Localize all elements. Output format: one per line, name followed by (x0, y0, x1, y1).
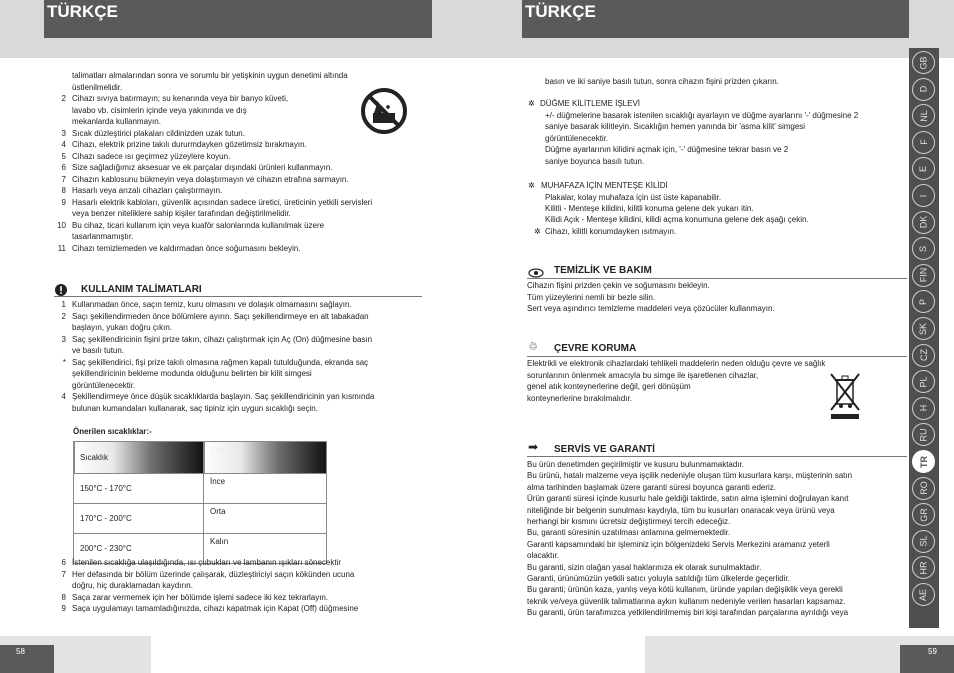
list-item-text: Cihazı temizlemeden ve kaldırmadan önce soğumasını bekleyin. (72, 243, 301, 253)
text-line: Bu, garanti süresinin uzatılması anlamına gelmemektedir. (527, 528, 731, 538)
language-tab-label: AE (918, 588, 929, 601)
text-line: Tüm yüzeylerini nemli bir bezle silin. (527, 292, 656, 302)
list-item-text: Saçı şekillendirmeden önce bölümlere ayırın. Saçı şekillendirmeye en alt tabakadan (72, 311, 369, 321)
hinge-section-title: MUHAFAZA İÇİN MENTEŞE KİLİDİ (541, 181, 668, 190)
service-section-title: SERVİS VE GARANTİ (554, 444, 655, 455)
list-item-number: 3 (61, 334, 66, 344)
text-line: Bu garanti, ürün tarafımızca yetkilendirilmemiş biri kişi tarafından parçalarına ayrıldığı veya (527, 608, 849, 618)
language-tab-label: GR (918, 507, 929, 522)
list-item-number: 1 (61, 300, 66, 309)
list-item-text: şekillendiricinin bekleme modunda olduğunu belirten bir kilit simgesi (72, 369, 312, 378)
list-item-text: Cihazı sadece ısı geçirmez yüzeylere koyun. (72, 151, 231, 161)
list-item-number: 6 (61, 558, 66, 567)
text-line: Sert veya aşındırıcı temizleme maddeleri veya çözücüler kullanmayın. (527, 304, 775, 314)
col-header-hair: Saç tipi (204, 442, 327, 474)
text-line: Ürün garanti süresi içinde kusurlu hale geldiği taktirde, satın alma işlemini doğrulayan kanıt (527, 494, 849, 504)
no-water-icon (360, 87, 408, 135)
lock-icon: ✲ (528, 99, 535, 108)
language-tab-label: SK (918, 322, 929, 335)
text-line: görüntülenecektir. (545, 133, 609, 143)
text-line: saniye boyunca basılı tutun. (545, 156, 645, 166)
language-tab-gb[interactable] (912, 51, 935, 74)
text-line: alma tarihinden başlamak üzere garanti süresi boyunca garanti ederiz. (527, 482, 777, 492)
text-line: Kilidi Açık - Menteşe kilidini, kilidi açma konumuna gelene dek aşağı çekin. (545, 215, 809, 225)
list-item-text: tasarlanmamıştır. (72, 232, 134, 241)
language-tab-sl[interactable] (912, 530, 935, 553)
list-item-number: * (62, 357, 66, 367)
list-item-text: doğru, hiç duraklamadan kaydırın. (72, 581, 193, 590)
text-line: Bu garanti, sizin olağan yasal haklarınıza ek olarak sunulmaktadır. (527, 562, 762, 572)
language-tab-sk[interactable] (912, 317, 935, 340)
hair-cell: İnce (204, 474, 327, 504)
list-item-number: 7 (61, 569, 66, 579)
temp-cell: 200°C - 230°C (74, 534, 204, 564)
temp-cell: 170°C - 200°C (74, 504, 204, 534)
temps-label: Önerilen sıcaklıklar:- (73, 427, 152, 436)
table-row (74, 474, 327, 504)
table-row (74, 504, 327, 534)
list-item-text: bulunan kumandaları kullanarak, saç tipiniz için uygun sıcaklığı seçin. (72, 403, 318, 413)
env-section-title: ÇEVRE KORUMA (554, 343, 637, 354)
right-header-title: TÜRKÇE (522, 0, 909, 38)
text-line: teknik ve/veya güvenlik talimatlarına aykırı kullanım nedeniyle verilen hasarları kapsamaz. (527, 596, 846, 606)
language-tab-ae[interactable] (912, 583, 935, 606)
text-line: Kilitli - Menteşe kilidini, kilitli konuma gelene dek yukarı itin. (545, 204, 754, 214)
text-line: herhangi bir kısmını ücretsiz değiştirmeyi tercih edeceğiz. (527, 517, 731, 526)
page-number-left: 58 (0, 645, 54, 673)
hair-cell: Orta (204, 504, 327, 534)
list-item-text: Saça zarar vermemek için her bölümde işlemi sadece iki kez tekrarlayın. (72, 592, 329, 602)
list-item-text: Her defasında bir bölüm üzerinde çalışarak, düzleştiriciyi saçın kökünden ucuna (72, 569, 355, 579)
hair-cell: Kalın (204, 534, 327, 564)
temp-cell: 150°C - 170°C (74, 474, 204, 504)
arrow-icon: ➡ (528, 440, 539, 454)
list-item-number: 4 (61, 140, 66, 149)
language-tab-cz[interactable] (912, 344, 935, 367)
text-line: Cihazın fişini prizden çekin ve soğumasını bekleyin. (527, 281, 710, 290)
language-tab-label: RO (918, 481, 929, 495)
list-item-text: başlayın, yukarı doğru çıkın. (72, 323, 173, 332)
crossed-bin-icon (825, 370, 865, 420)
list-item-number: 4 (61, 392, 66, 401)
language-tab-label: HR (918, 561, 929, 575)
language-tab-f[interactable] (912, 131, 935, 154)
recycle-icon: ♲ (528, 341, 538, 353)
language-tab-d[interactable] (912, 78, 935, 101)
cleaning-section-title: TEMİZLİK VE BAKIM (554, 265, 652, 276)
text-line: saniye basarak kilitleyin. Sıcaklığın hemen yanında bir 'asma kilit' simgesi (545, 122, 806, 132)
text-line: olacaktır. (527, 551, 560, 561)
list-item-number: 8 (61, 186, 66, 195)
language-tab-label: DK (918, 215, 929, 229)
list-item-text: İstenilen sıcaklığa ulaşıldığında, ısı çubukları ve lambanın ışıkları sönecektir (72, 558, 342, 567)
list-item-text: talimatları almalarından sonra ve sorumlu bir yetişkinin uygun denetimi altında (72, 71, 348, 80)
list-item-text: Hasarlı veya arızalı cihazları çalıştırmayın. (72, 186, 223, 195)
text-line: +/- düğmelerine basarak istenilen sıcaklığı ayarlayın ve düğme ayarlarını '-' düğmesine 2 (545, 111, 859, 120)
list-item-text: Saç şekillendirici, fişi prize takılı olmasına rağmen kapalı tutulduğunda, ekranda saç (72, 357, 369, 367)
text-line: Bu garanti; ürünün kaza, yanlış veya kötü kullanım, üründe yapılan değişiklik veya gerekli (527, 585, 843, 595)
list-item-number: 5 (61, 151, 66, 161)
list-item-text: mekanlarda kullanmayın. (72, 117, 161, 126)
text-line: Düğme ayarlarının kilidini açmak için, '-' düğmesine tekrar basın ve 2 (545, 145, 789, 155)
language-tab-label: I (918, 194, 929, 197)
list-item-text: ve basılı tutun. (72, 346, 125, 355)
text-line: Bu ürünü, hatalı malzeme veya işçilik nedeniyle oluşan tüm kusurlara karşı, müşterinin satın (527, 471, 853, 481)
list-item-number: 6 (61, 163, 66, 172)
hinge-note-icon: ✲ (534, 227, 541, 236)
right-top-line: basın ve iki saniye basılı tutun, sonra cihazın fişini prizden çıkarın. (545, 77, 779, 86)
list-item-number: 9 (61, 604, 66, 613)
text-line: Elektrikli ve elektronik cihazlardaki tehlikeli maddelerin neden olduğu çevre ve sağlık (527, 359, 826, 368)
page-number-right: 59 (900, 645, 954, 673)
language-tab-label: E (918, 165, 929, 172)
language-tab-label: RU (918, 428, 929, 442)
language-tab-ro[interactable] (912, 477, 935, 500)
language-tab-label: SL (918, 535, 929, 547)
list-item-text: lavabo vb. cisimlerin içinde veya yakınında ve dış (72, 105, 247, 115)
language-tab-label: PL (918, 376, 929, 388)
list-item-text: Cihazın kablosunu bükmeyin veya dolaştırmayın ve cihazın etrafına sarmayın. (72, 174, 349, 184)
service-divider (527, 456, 907, 457)
text-line: Plakalar, kolay muhafaza için üst üste kapanabilir. (545, 193, 722, 202)
language-tab-label: CZ (918, 349, 929, 362)
list-item-number: 9 (61, 197, 66, 207)
list-item-text: görüntülenecektir. (72, 380, 136, 390)
language-tab-tr[interactable] (912, 450, 935, 473)
list-item-text: Saça uygulamayı tamamladığınızda, cihazı kapatmak için Kapat (Off) düğmesine (72, 604, 359, 613)
text-line: niteliğinde bir belgenin sunulması kaydıyla, tüm bu kusurları onaracak veya ürünü veya (527, 505, 835, 515)
list-item-text: Cihazı, elektrik prizine takılı dururmdayken gözetimsiz bırakmayın. (72, 140, 307, 149)
left-header-title: TÜRKÇE (44, 0, 432, 38)
text-line: genel atık konteynerlerine değil, geri dönüşüm (527, 382, 691, 391)
cleaning-divider (527, 278, 907, 279)
lock-section-title: DÜĞME KİLİTLEME İŞLEVİ (540, 99, 641, 108)
list-item-text: Hasarlı elektrik kabloları, güvenlik açısından sadece üretici, üreticinin yetkili servisleri (72, 197, 373, 207)
list-item-number: 8 (61, 592, 66, 602)
language-tab-i[interactable] (912, 184, 935, 207)
language-tab-label: P (918, 298, 929, 305)
env-divider (527, 356, 907, 357)
list-item-text: Şekillendirmeye önce düşük sıcaklıklarda başlayın. Saç şekillendiricinin yan kısmında (72, 392, 375, 401)
list-item-number: 10 (57, 220, 66, 230)
text-line: Bu ürün denetimden geçirilmiştir ve kusuru bulunmamaktadır. (527, 460, 744, 469)
list-item-number: 2 (61, 94, 66, 103)
language-tab-label: FIN (918, 268, 929, 283)
table-header-row (74, 442, 327, 474)
language-tab-label: TR (918, 455, 929, 468)
text-line: sorunlarının önlenmek amacıyla bu simge ile işaretlenen cihazlar, (527, 370, 759, 380)
list-item-text: Saç şekillendiricinin fişini prize takın, cihazı çalıştırmak için Aç (On) düğmesine basın (72, 334, 373, 344)
eye-icon (528, 265, 544, 275)
text-line: Garanti kapsamındaki bir işleminiz için bölgenizdeki Servis Merkezini aramanız yeterli (527, 539, 830, 549)
language-tab-label: F (918, 139, 929, 146)
list-item-text: Sıcak düzleştirici plakaları cildinizden uzak tutun. (72, 128, 245, 138)
list-item-text: Cihazı sıvıya batırmayın; su kenarında veya bir banyo küveti, (72, 94, 289, 103)
list-item-number: 2 (61, 311, 66, 321)
language-tab-dk[interactable] (912, 211, 935, 234)
language-tab-label: NL (918, 109, 929, 122)
temperature-table (73, 441, 327, 564)
list-item-text: Bu cihaz, ticari kullanım için veya kuaför salonlarında kullanılmak üzere (72, 220, 325, 230)
list-item-text: veya benzer niteliklere sahip kişiler tarafından değiştirilmelidir. (72, 209, 291, 218)
language-tab-label: GB (918, 55, 929, 70)
hinge-icon: ✲ (528, 181, 535, 190)
language-tab-label: H (918, 405, 929, 412)
list-item-number: 7 (61, 174, 66, 184)
list-item-number: 3 (61, 128, 66, 138)
list-item-text: Size sağladığımız aksesuar ve ek parçalar dışındaki ürünleri kullanmayın. (72, 163, 333, 172)
language-tab-fin[interactable] (912, 264, 935, 287)
language-tab-h[interactable] (912, 397, 935, 420)
list-item-text: Kullanmadan önce, saçın temiz, kuru olmasını ve dolaşık olmamasını sağlayın. (72, 300, 352, 309)
list-item-number: 11 (57, 243, 66, 253)
list-item-text: üstlenilmelidir. (72, 82, 123, 92)
usage-section-title: KULLANIM TALİMATLARI (81, 284, 202, 295)
language-tab-label: S (918, 245, 929, 252)
hinge-note: Cihazı, kilitli konumdayken ısıtmayın. (545, 227, 677, 236)
language-tab-label: D (918, 85, 929, 93)
warning-icon (55, 283, 67, 295)
col-header-temp: Sıcaklık (74, 442, 204, 474)
text-line: konteynerlerine bırakılmalıdır. (527, 393, 632, 403)
text-line: Garanti, ürünümüzün yetkili satıcı yoluyla satıldığı tüm ülkelerde geçerlidir. (527, 574, 790, 583)
usage-divider (54, 296, 422, 297)
